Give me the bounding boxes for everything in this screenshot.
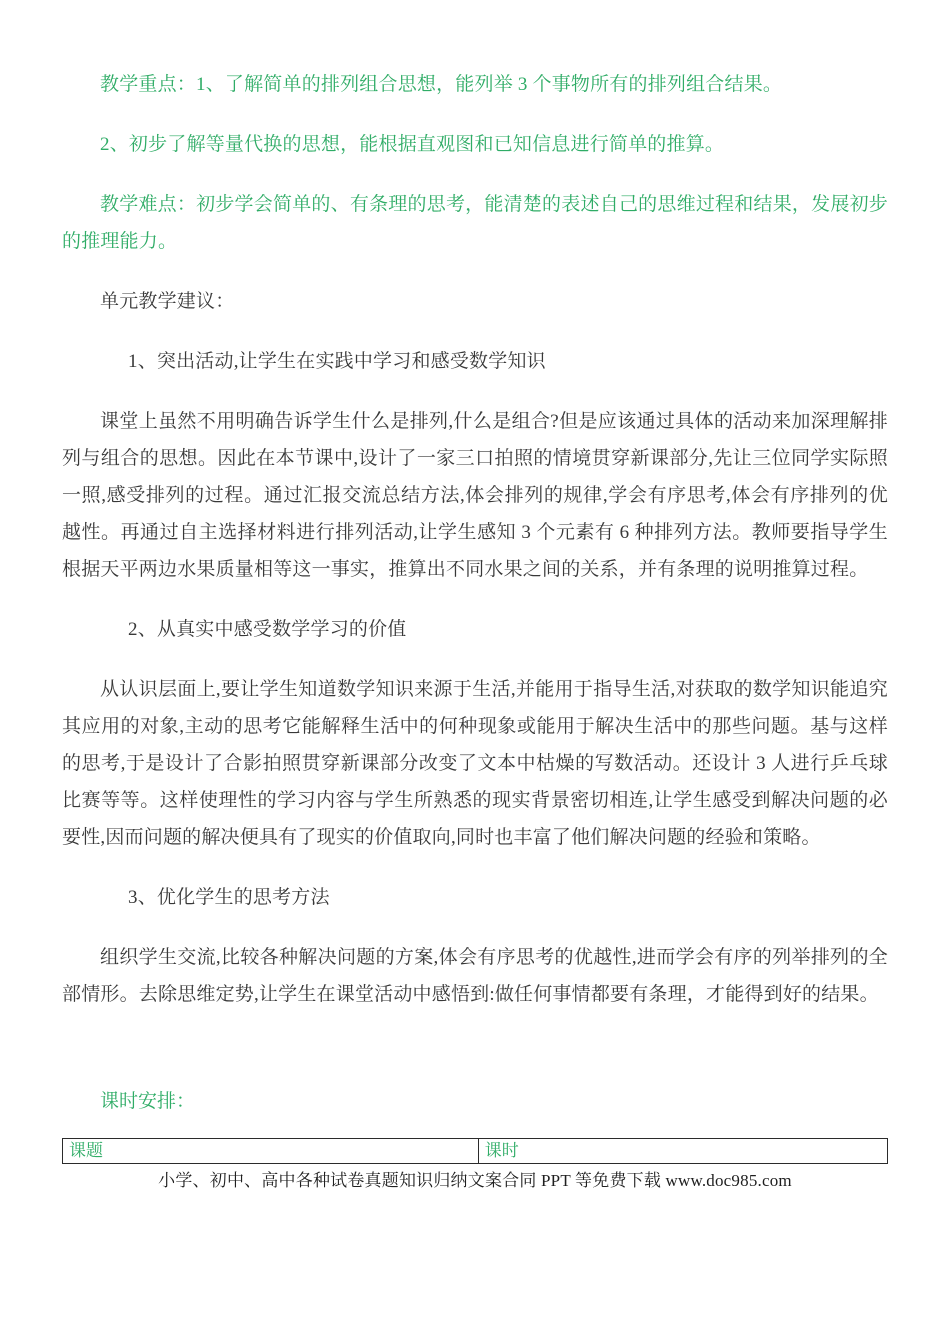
table-header-hours: 课时 [478,1139,887,1164]
paragraph: 2、从真实中感受数学学习的价值 [128,619,407,640]
paragraph: 从认识层面上,要让学生知道数学知识来源于生活,并能用于指导生活,对获取的数学知识能追究其应用的对象,主动的思考它能解释生活中的何种现象或能用于解决生活中的那些问题。基与这样的思考,于是设计了合影拍照贯穿新课部分改变了文本中枯燥的写数活动。还设计 3 人进行乒乓球比赛等等。这样使理性的学习内容与学生所熟悉的现实背景密切相连,让学生感受到解决问题的必要性,因而问题的解决便具有了现实的价值取向,同时也丰富了他们解决问题的经验和策略。 [62,679,888,848]
schedule-table [62,1138,888,1164]
paragraph: 教学难点：初步学会简单的、有条理的思考，能清楚的表述自己的思维过程和结果，发展初步的推理能力。 [62,194,888,252]
paragraph: 教学重点：1、了解简单的排列组合思想，能列举 3 个事物所有的排列组合结果。 [100,74,783,95]
table-header-topic: 课题 [63,1139,479,1164]
paragraph: 课堂上虽然不用明确告诉学生什么是排列,什么是组合?但是应该通过具体的活动来加深理解排列与组合的思想。因此在本节课中,设计了一家三口拍照的情境贯穿新课部分,先让三位同学实际照一照,感受排列的过程。通过汇报交流总结方法,体会排列的规律,学会有序思考,体会有序排列的优越性。再通过自主选择材料进行排列活动,让学生感知 3 个元素有 6 种排列方法。教师要指导学生根据天平两边水果质量相等这一事实，推算出不同水果之间的关系，并有条理的说明推算过程。 [62,411,888,580]
table-header-row [63,1139,888,1164]
paragraph: 组织学生交流,比较各种解决问题的方案,体会有序思考的优越性,进而学会有序的列举排列的全部情形。去除思维定势,让学生在课堂活动中感悟到:做任何事情都要有条理，才能得到好的结果。 [62,947,888,1005]
paragraph: 3、优化学生的思考方法 [128,887,330,908]
paragraph: 2、初步了解等量代换的思想，能根据直观图和已知信息进行简单的推算。 [100,134,725,155]
footer-watermark: 小学、初中、高中各种试卷真题知识归纳文案合同 PPT 等免费下载 www.doc985.com [158,1171,792,1190]
schedule-heading: 课时安排： [100,1091,196,1112]
paragraph: 单元教学建议： [100,291,235,312]
paragraph: 1、突出活动,让学生在实践中学习和感受数学知识 [128,351,546,372]
document-body [62,66,888,1013]
